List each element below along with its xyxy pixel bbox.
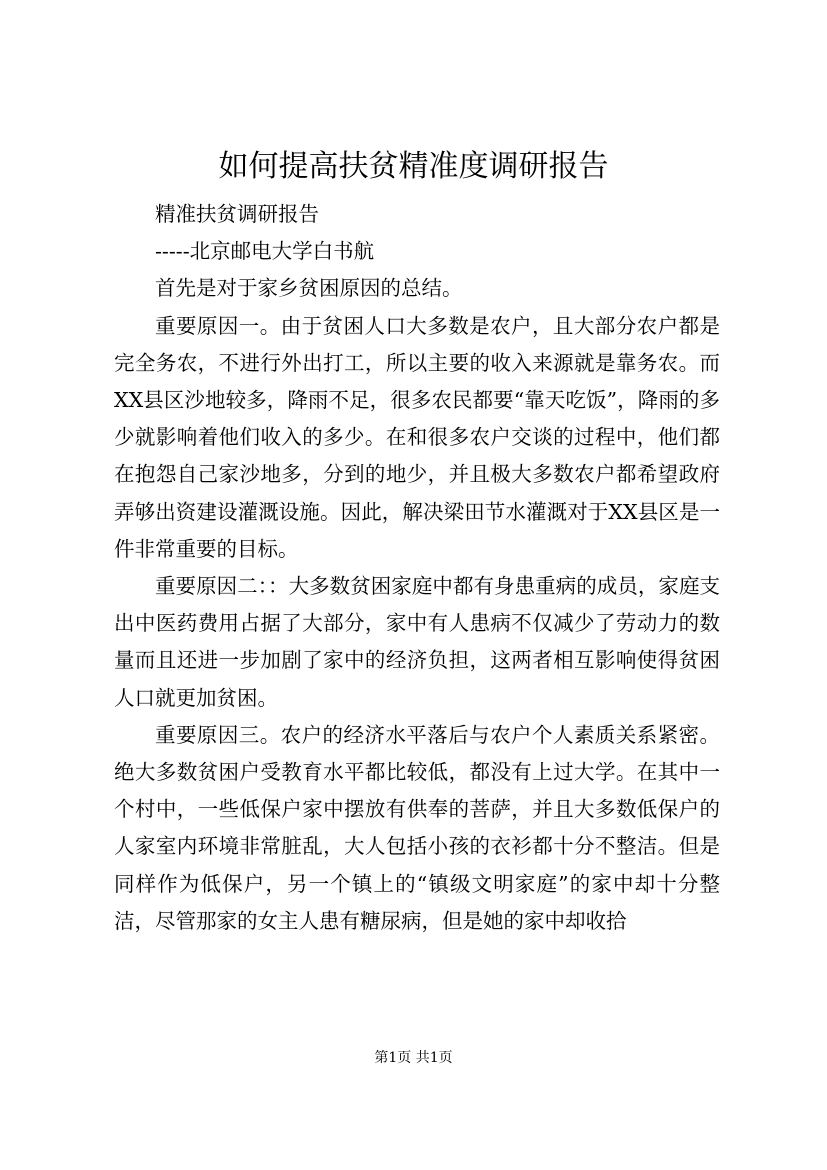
document-body: [114, 196, 720, 940]
page-number: 第1页 共1页: [374, 1050, 453, 1066]
author-line: -----北京邮电大学白书航: [155, 239, 375, 264]
document-title: 如何提高扶贫精准度调研报告: [218, 149, 609, 184]
paragraph-reason-one: 重要原因一。由于贫困人口大多数是农户，且大部分农户都是完全务农，不进行外出打工，所以主要的收入来源就是靠务农。而XX县区沙地较多，降雨不足，很多农民都要“靠天吃饭”，降雨的多少就影响着他们收入的多少。在和很多农户交谈的过程中，他们都在抱怨自己家沙地多，分到的地少，并且极大多数农户都希望政府弄够出资建设灌溉设施。因此，解决梁田节水灌溉对于XX县区是一件非常重要的目标。: [114, 313, 720, 561]
paragraph-reason-three: 重要原因三。农户的经济水平落后与农户个人素质关系紧密。绝大多数贫困户受教育水平都比较低，都没有上过大学。在其中一个村中，一些低保户家中摆放有供奉的菩萨，并且大多数低保户的人家室内环境非常脏乱，大人包括小孩的衣衫都十分不整洁。但是同样作为低保户，另一个镇上的“镇级文明家庭”的家中却十分整洁，尽管那家的女主人患有糖尿病，但是她的家中却收拾: [114, 722, 720, 933]
paragraph-intro: 首先是对于家乡贫困原因的总结。: [155, 276, 463, 301]
paragraph-reason-two: 重要原因二：：大多数贫困家庭中都有身患重病的成员，家庭支出中医药费用占据了大部分，家中有人患病不仅减少了劳动力的数量而且还进一步加剧了家中的经济负担，这两者相互影响使得贫困人口就更加贫困。: [114, 574, 720, 710]
subtitle: 精准扶贫调研报告: [155, 202, 319, 226]
